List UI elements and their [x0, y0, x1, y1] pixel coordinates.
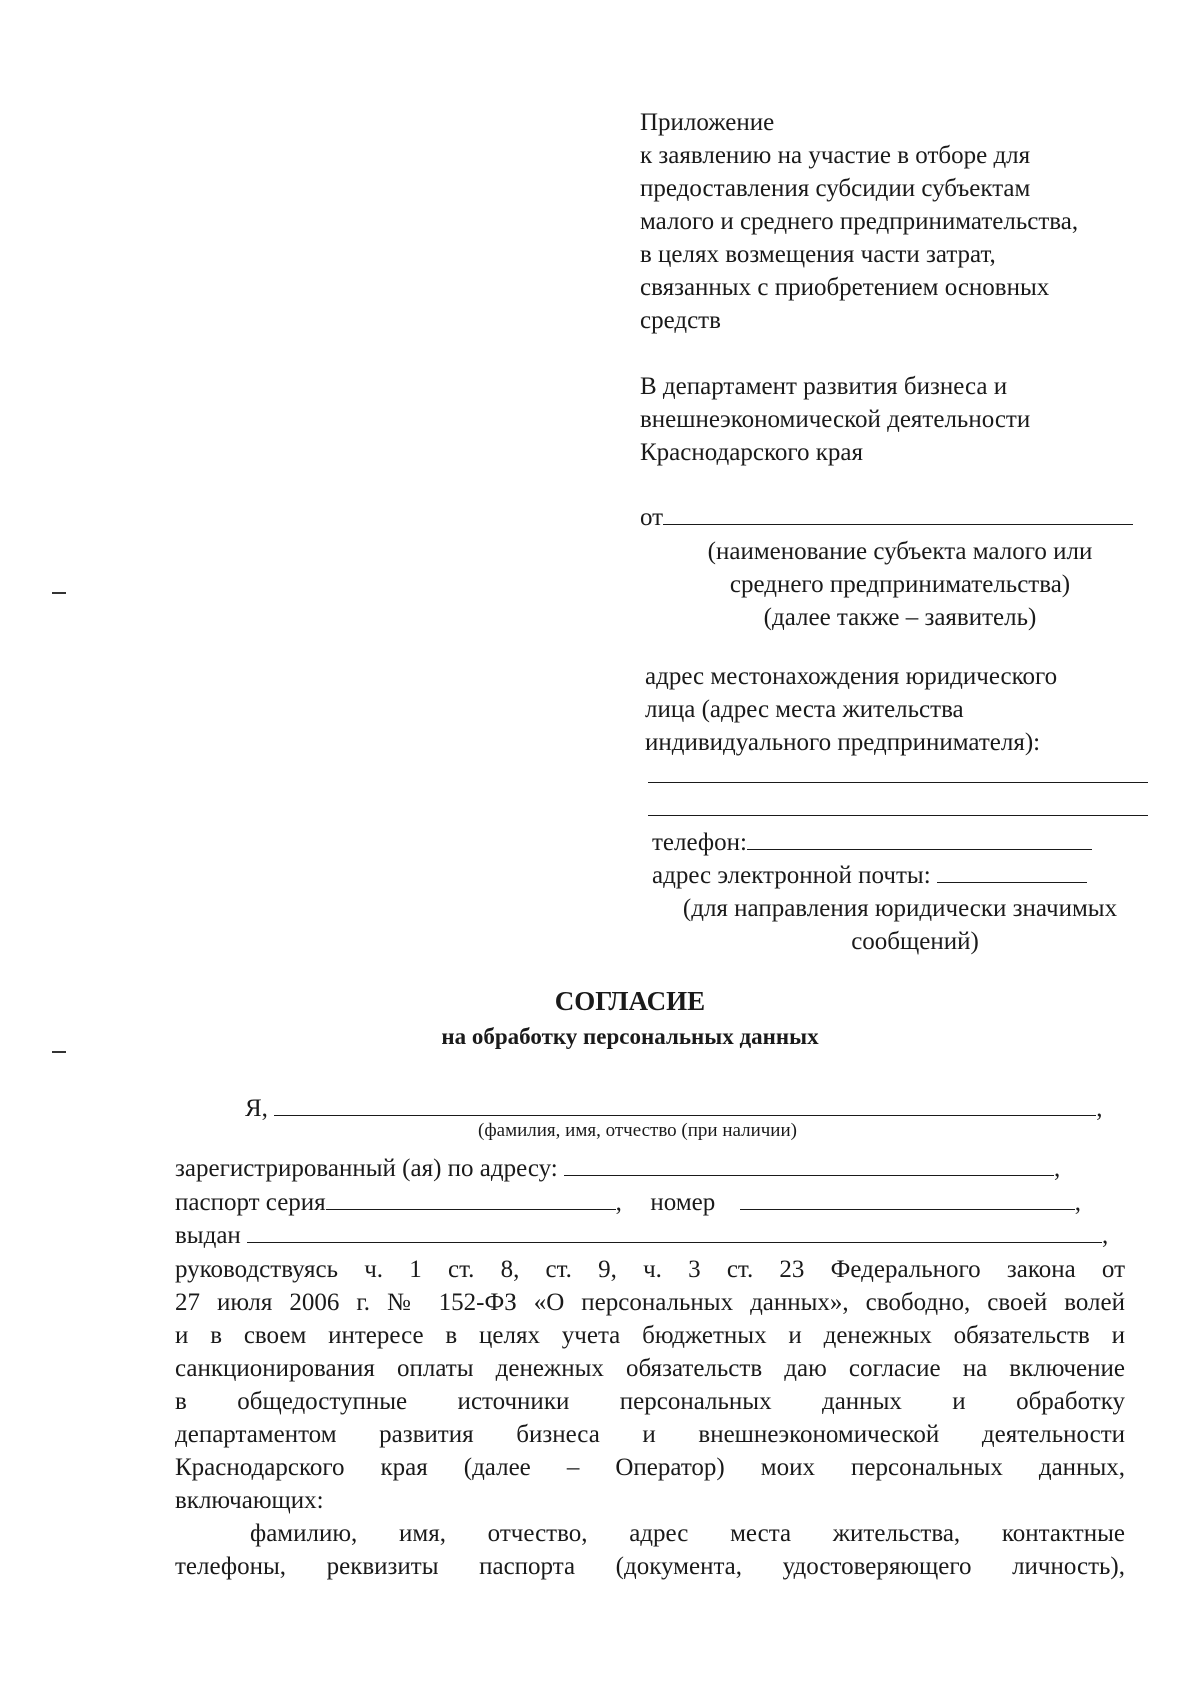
body-line: в общедоступные источники персональных данных и обработку: [175, 1388, 1125, 1415]
annex-line: в целях возмещения части затрат,: [640, 241, 996, 268]
legal-address-block: [645, 660, 1165, 759]
scan-mark: [52, 592, 66, 594]
email-hint: [640, 892, 1160, 958]
email-field[interactable]: [937, 860, 1087, 883]
annex-line: к заявлению на участие в отборе для: [640, 142, 1031, 169]
issued-row: [175, 1220, 1125, 1253]
comma: ,: [1102, 1222, 1109, 1249]
passport-row: [175, 1187, 1125, 1220]
passport-number-field[interactable]: [740, 1187, 1075, 1210]
body-line: санкционирования оплаты денежных обязательств даю согласие на включение: [175, 1355, 1125, 1382]
issued-field[interactable]: [247, 1220, 1102, 1243]
registered-row: [175, 1153, 1125, 1186]
body-line: фамилию, имя, отчество, адрес места жительства, контактные: [250, 1520, 1125, 1547]
registered-address-field[interactable]: [564, 1153, 1054, 1176]
name-hint: (фамилия, имя, отчество (при наличии): [478, 1120, 797, 1141]
legal-address-line: адрес местонахождения юридического: [645, 663, 1058, 690]
registered-label: зарегистрированный (ая) по адресу:: [175, 1155, 558, 1182]
body-line: и в своем интересе в целях учета бюджетных и денежных обязательств и: [175, 1322, 1125, 1349]
legal-address-field-1[interactable]: [648, 782, 1148, 783]
passport-series-label: паспорт серия: [175, 1189, 326, 1216]
from-row: [640, 502, 1140, 535]
from-hint-line: (наименование субъекта малого или: [707, 538, 1093, 565]
email-hint-line: (для направления юридически значимых: [682, 895, 1118, 922]
annex-line: малого и среднего предпринимательства,: [640, 208, 1079, 235]
body-line: руководствуясь ч. 1 ст. 8, ст. 9, ч. 3 ст. 23 Федерального закона от: [175, 1256, 1125, 1283]
legal-address-line: индивидуального предпринимателя):: [645, 729, 1041, 756]
email-label: адрес электронной почты:: [652, 862, 931, 889]
annex-line: Приложение: [640, 109, 775, 136]
recipient-line: внешнеэкономической деятельности: [640, 406, 1031, 433]
from-field[interactable]: [663, 502, 1133, 525]
comma: ,: [1074, 1189, 1081, 1216]
document-subtitle: на обработку персональных данных: [441, 1024, 819, 1049]
name-field[interactable]: [274, 1093, 1096, 1116]
email-row: [652, 859, 1087, 892]
document-title: СОГЛАСИЕ: [554, 986, 706, 1016]
consent-body: [175, 1253, 1125, 1583]
phone-row: [652, 826, 1092, 859]
annex-line: предоставления субсидии субъектам: [640, 175, 1031, 202]
body-line: Краснодарского края (далее – Оператор) моих персональных данных,: [175, 1454, 1125, 1481]
body-line: телефоны, реквизиты паспорта (документа, удостоверяющего личность),: [175, 1553, 1125, 1580]
body-line: включающих:: [175, 1487, 324, 1514]
comma: ,: [1096, 1095, 1103, 1122]
legal-address-line: лица (адрес места жительства: [645, 696, 964, 723]
legal-address-field-2[interactable]: [648, 815, 1148, 816]
annex-block: [640, 106, 1160, 337]
phone-field[interactable]: [747, 827, 1092, 850]
passport-number-label: номер: [650, 1189, 716, 1216]
from-hint: [640, 535, 1160, 634]
annex-line: средств: [640, 307, 721, 334]
from-hint-line: среднего предпринимательства): [729, 571, 1071, 598]
recipient-line: Краснодарского края: [640, 439, 863, 466]
comma: ,: [1053, 1155, 1061, 1182]
from-hint-line: (далее также – заявитель): [763, 604, 1037, 631]
from-label: от: [640, 504, 664, 531]
i-label: Я,: [245, 1095, 268, 1122]
comma: ,: [615, 1189, 622, 1216]
annex-line: связанных с приобретением основных: [640, 274, 1050, 301]
passport-series-field[interactable]: [326, 1187, 616, 1210]
issued-label: выдан: [175, 1222, 241, 1249]
recipient-line: В департамент развития бизнеса и: [640, 373, 1008, 400]
phone-label: телефон:: [652, 829, 747, 856]
body-line: 27 июля 2006 г. № 152-ФЗ «О персональных данных», свободно, своей волей: [175, 1289, 1125, 1316]
email-hint-line: сообщений): [851, 928, 979, 955]
recipient-block: [640, 370, 1160, 469]
scan-mark: [52, 1051, 66, 1053]
body-line: департаментом развития бизнеса и внешнеэкономической деятельности: [175, 1421, 1125, 1448]
